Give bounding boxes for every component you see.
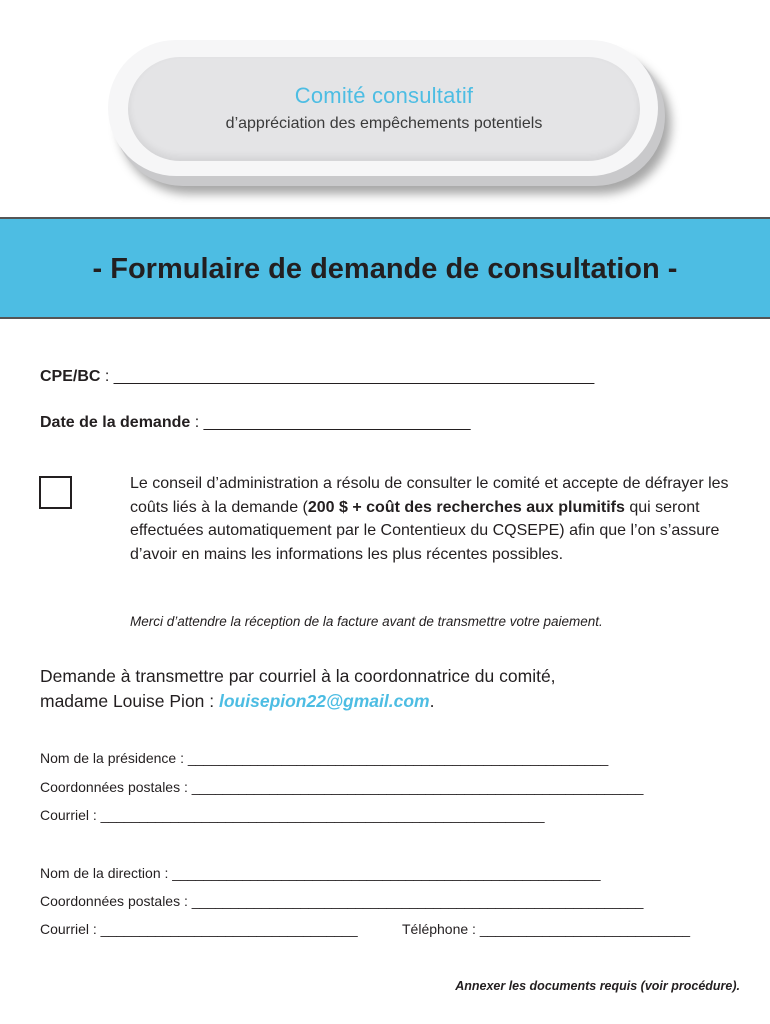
consent-text-1: Le conseil d’administration a résolu de consulter le comité et accepte de défrayer les coûts liés à la demande ( [130, 475, 729, 516]
payment-note: Merci d’attendre la réception de la facture avant de transmettre votre paiement. [130, 614, 603, 629]
request-instructions [40, 664, 556, 714]
request-line-2 [40, 689, 556, 714]
date-blank[interactable]: ______________________________ [203, 414, 471, 431]
annex-note: Annexer les documents requis (voir procédure). [455, 979, 740, 993]
cpe-label: CPE/BC [40, 368, 101, 385]
direction-address-field[interactable]: Coordonnées postales : __________________________________________________________ [40, 893, 644, 909]
consent-cost: 200 $ + coût des recherches aux plumitifs [307, 498, 625, 516]
presidence-name-field[interactable]: Nom de la présidence : ______________________________________________________ [40, 750, 609, 766]
request-recipient: madame Louise Pion : [40, 691, 219, 711]
consent-text-2: qui seront effectuées automatiquement par le Contentieux du CQSEPE) afin que l’on s’assure d’avoir en mains les informations les plus récentes possibles. [130, 498, 720, 563]
contact-email-link[interactable]: louisepion22@gmail.com [219, 691, 430, 711]
cpe-field[interactable] [40, 368, 594, 386]
header-pill [128, 57, 640, 161]
direction-email-field[interactable]: Courriel : _________________________________ [40, 921, 358, 937]
committee-subtitle: d’appréciation des empêchements potentiels [225, 115, 543, 132]
presidence-email-field[interactable]: Courriel : _________________________________________________________ [40, 807, 545, 823]
direction-phone-field[interactable]: Téléphone : ___________________________ [402, 921, 691, 937]
committee-title: Comité consultatif [294, 83, 474, 108]
consent-paragraph [130, 472, 730, 566]
date-field[interactable] [40, 414, 471, 432]
cpe-blank[interactable]: ______________________________________________________ [113, 368, 595, 385]
date-separator: : [190, 414, 204, 431]
presidence-address-field[interactable]: Coordonnées postales : __________________________________________________________ [40, 779, 644, 795]
request-end: . [429, 691, 435, 711]
date-label: Date de la demande [40, 414, 191, 431]
direction-name-field[interactable]: Nom de la direction : _______________________________________________________ [40, 865, 601, 881]
cpe-separator: : [100, 368, 114, 385]
form-title: - Formulaire de demande de consultation - [92, 253, 678, 285]
consent-checkbox[interactable] [39, 476, 72, 509]
request-line-1: Demande à transmettre par courriel à la coordonnatrice du comité, [40, 666, 556, 686]
